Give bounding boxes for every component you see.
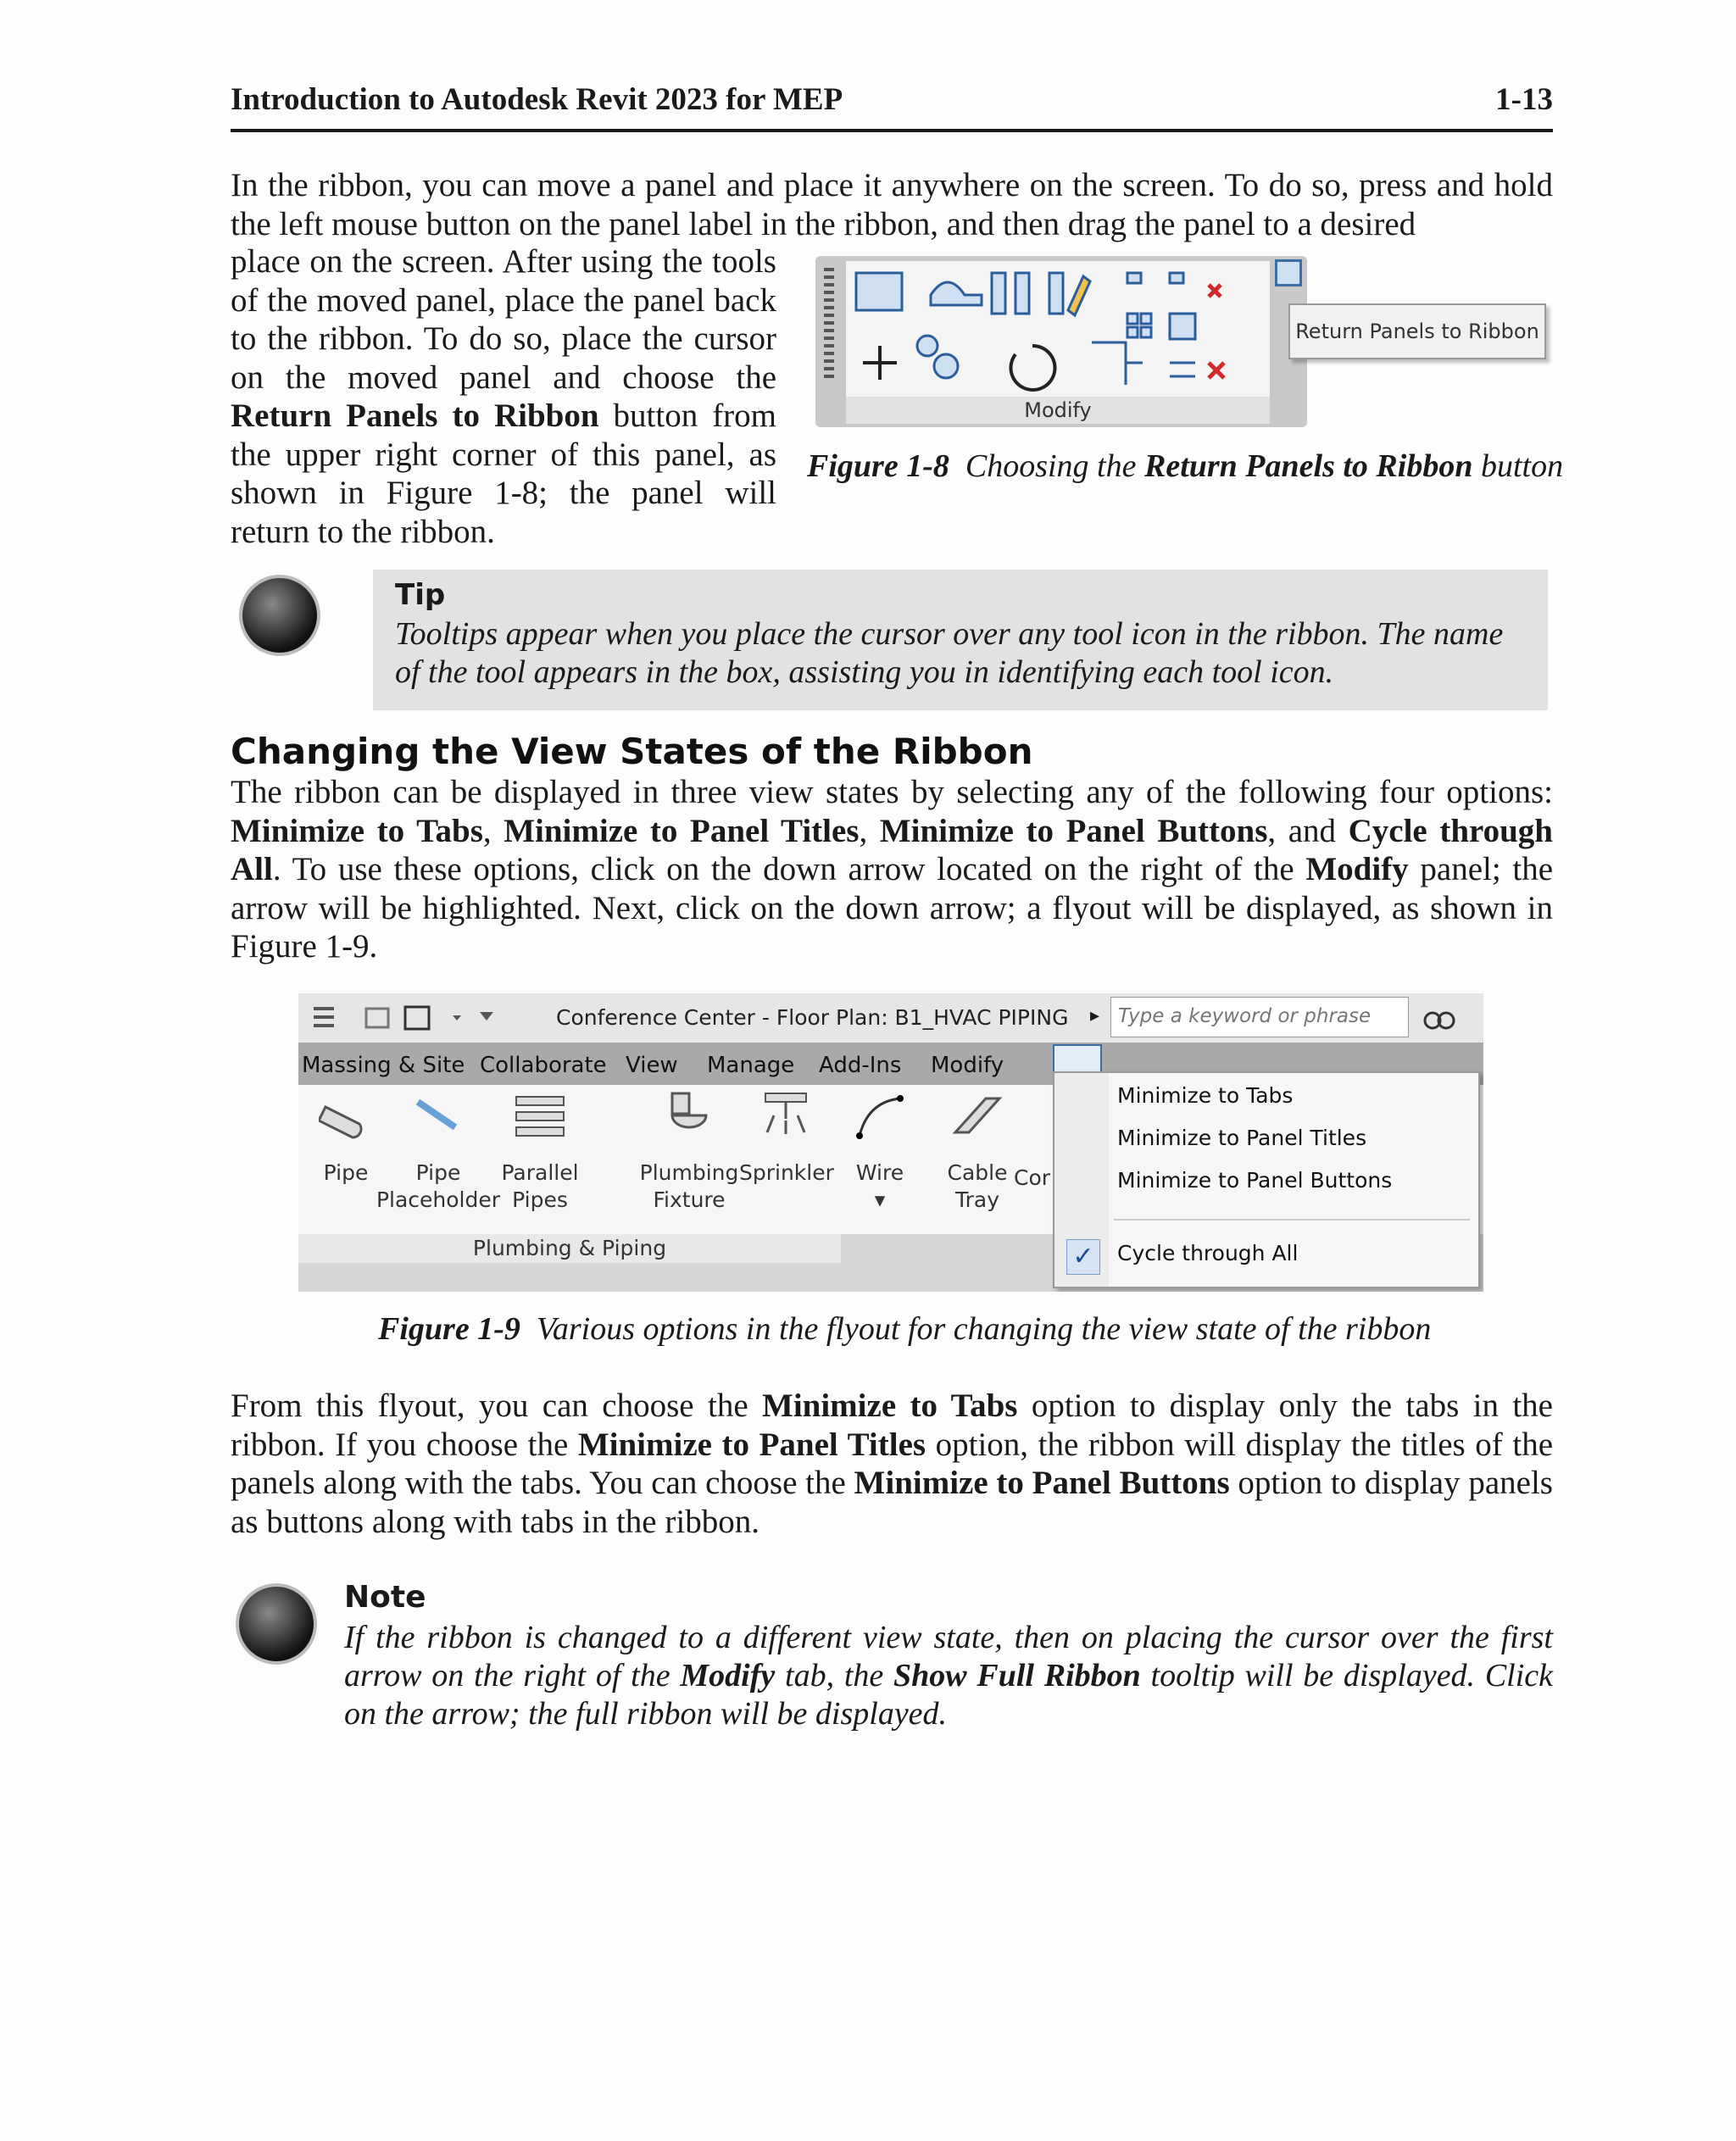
tool-conduit-partial[interactable]: Cor xyxy=(1014,1165,1051,1190)
return-panels-tooltip: Return Panels to Ribbon xyxy=(1288,303,1546,359)
panel-grip-handle[interactable] xyxy=(824,268,834,378)
tab-massing-site[interactable]: Massing & Site xyxy=(302,1053,465,1078)
pipe-icon xyxy=(319,1090,373,1139)
intro-paragraph-top: In the ribbon, you can move a panel and place it anywhere on the screen. To do so, press and hold the left mouse button on the panel label in the ribbon, and then drag the panel to a desired xyxy=(231,167,1553,242)
tool-cable-tray[interactable]: Cable Tray xyxy=(939,1090,1015,1214)
quick-access-toolbar xyxy=(298,993,1483,1043)
tool-sprinkler[interactable]: Sprinkler xyxy=(739,1090,832,1187)
figure-1-9-caption: Figure 1-9 Various options in the flyout for changing the view state of the ribbon xyxy=(378,1311,1432,1347)
intro-paragraph-left: place on the screen. After using the tools of the moved panel, place the panel back to the ribbon. To do so, place the cursor on the moved panel and choose the Return Panels to Ribbon button from the upper right corner of this panel, as shown in Figure 1-8; the panel will return to the ribbon. xyxy=(231,243,776,550)
qat-icons[interactable] xyxy=(307,993,527,1043)
modify-tool-icons xyxy=(846,261,1270,397)
modify-panel-tools xyxy=(846,261,1270,397)
menu-item-minimize-to-panel-buttons[interactable]: Minimize to Panel Buttons xyxy=(1117,1168,1393,1193)
tool-parallel-pipes[interactable]: Parallel Pipes xyxy=(493,1090,587,1214)
figure-1-9-ribbon-screenshot xyxy=(298,993,1483,1292)
tool-wire[interactable]: Wire ▾ xyxy=(846,1090,914,1214)
figure-1-8-modify-panel xyxy=(815,256,1307,427)
search-box[interactable] xyxy=(1110,997,1409,1037)
expand-arrow-icon[interactable]: ▸ xyxy=(1090,1005,1100,1026)
tip-title: Tip xyxy=(395,578,446,612)
tip-lightbulb-icon xyxy=(239,575,320,656)
modify-panel-label: Modify xyxy=(846,397,1270,424)
menu-item-cycle-through-all[interactable]: Cycle through All xyxy=(1117,1241,1299,1265)
binoculars-icon[interactable] xyxy=(1422,1000,1456,1034)
view-states-paragraph: The ribbon can be displayed in three view states by selecting any of the following four options: Minimize to Tabs, Minimize to Panel Titles, Minimize to Panel Buttons, and Cycle through All. To use these options, click on the down arrow located on the right of the Modify panel; the arrow will be highlighted. Next, click on the down arrow; a flyout will be displayed, as shown in Figure 1-9. xyxy=(231,774,1554,965)
plumbing-piping-panel-label[interactable]: Plumbing & Piping xyxy=(298,1234,841,1263)
menu-item-minimize-to-tabs[interactable]: Minimize to Tabs xyxy=(1117,1083,1294,1108)
menu-separator xyxy=(1114,1219,1470,1221)
cable-tray-icon xyxy=(950,1090,1004,1139)
sprinkler-icon xyxy=(759,1090,813,1139)
tab-manage[interactable]: Manage xyxy=(707,1053,795,1078)
page-number: 1-13 xyxy=(1495,82,1553,117)
tip-text: Tooltips appear when you place the cursor over any tool icon in the ribbon. The name of the tool appears in the box, assisting you in identifying each tool icon. xyxy=(395,616,1504,690)
search-input[interactable] xyxy=(1111,998,1399,1035)
return-panels-to-ribbon-button[interactable] xyxy=(1275,259,1302,286)
tab-modify[interactable]: Modify xyxy=(931,1053,1004,1078)
parallel-pipes-icon xyxy=(513,1090,567,1139)
note-title: Note xyxy=(344,1580,426,1615)
view-state-flyout-menu xyxy=(1053,1071,1480,1288)
window-title: Conference Center - Floor Plan: B1_HVAC PIPING xyxy=(556,1005,1069,1030)
flyout-explanation-paragraph: From this flyout, you can choose the Minimize to Tabs option to display only the tabs in the ribbon. If you choose the Minimize to Panel Titles option, the ribbon will display the titles of the panels along with the tabs. You can choose the Minimize to Panel Buttons option to display panels as buttons along with tabs in the ribbon. xyxy=(231,1387,1554,1540)
tab-collaborate[interactable]: Collaborate xyxy=(480,1053,607,1078)
checkmark-icon: ✓ xyxy=(1066,1239,1100,1275)
tool-plumbing-fixture[interactable]: Plumbing Fixture xyxy=(626,1090,753,1214)
tab-add-ins[interactable]: Add-Ins xyxy=(819,1053,902,1078)
header-rule xyxy=(231,129,1553,132)
tab-view[interactable]: View xyxy=(626,1053,678,1078)
toilet-icon xyxy=(662,1090,716,1139)
tool-pipe[interactable]: Pipe xyxy=(303,1090,388,1187)
tool-pipe-placeholder[interactable]: Pipe Placeholder xyxy=(375,1090,502,1214)
figure-1-8-caption: Figure 1-8 Choosing the Return Panels to Ribbon button xyxy=(807,448,1564,484)
wire-icon xyxy=(853,1090,907,1139)
note-pencil-icon xyxy=(236,1583,317,1665)
pipe-placeholder-icon xyxy=(411,1090,465,1139)
note-text: If the ribbon is changed to a different view state, then on placing the cursor over the first arrow on the right of the Modify tab, the Show Full Ribbon tooltip will be displayed. Click on the arrow; the full ribbon will be displayed. xyxy=(344,1620,1554,1732)
menu-item-minimize-to-panel-titles[interactable]: Minimize to Panel Titles xyxy=(1117,1126,1367,1150)
section-heading: Changing the View States of the Ribbon xyxy=(231,731,1033,772)
running-header-title: Introduction to Autodesk Revit 2023 for MEP xyxy=(231,82,843,117)
